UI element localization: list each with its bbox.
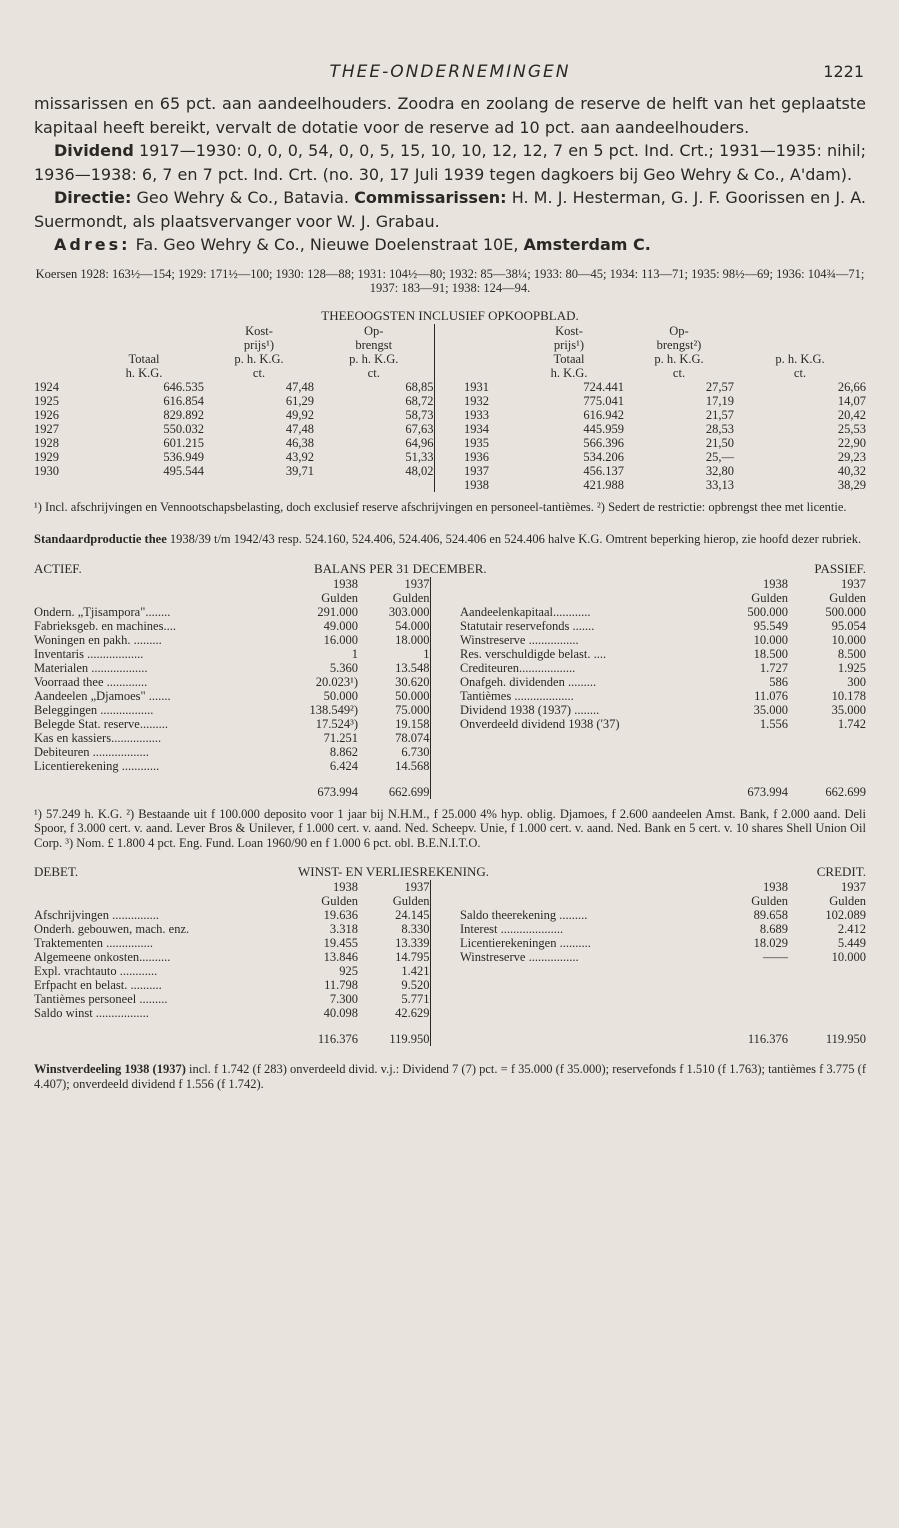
table-row [34,922,866,936]
value-1938: 18.500 [753,646,788,661]
oogst-year: 1928 [34,435,59,450]
oogst-totaal: 566.396 [583,435,624,450]
row-label: Res. verschuldigde belast. .... [460,646,607,661]
adres-text: Fa. Geo Wehry & Co., Nieuwe Doelenstraat 10E, [130,235,524,254]
row-label: Fabrieksgeb. en machines.... [34,618,176,633]
winst-y2-r: 1937 [841,880,866,894]
oogst-year: 1926 [34,407,59,422]
oogst-opbrengst: 25,53 [837,421,866,436]
value-1937: 6.730 [401,744,430,759]
balans-y2: 1937 [404,576,430,591]
oogst-year: 1930 [34,463,59,478]
winstverdeeling-paragraph [34,1062,866,1091]
table-row [34,478,866,492]
balans-heading [34,561,866,577]
value-1937: 10.000 [831,950,866,964]
oogst-kostprijs: 25,— [705,449,734,464]
value-1938: 40.098 [323,1006,358,1020]
dividend-label: Dividend [54,141,134,160]
winst-cur: Gulden [321,894,358,908]
row-label: Saldo theerekening ......... [460,908,588,922]
oogst-h-totaal: Totaal [128,351,160,366]
value-1937: 50.000 [395,688,430,703]
oogst-kostprijs: 27,57 [705,379,734,394]
oogst-kostprijs: 21,57 [705,407,734,422]
winst-right-head: CREDIT. [816,864,866,879]
oogst-totaal: 724.441 [583,379,624,394]
value-1937: 13.339 [395,936,430,950]
oogst-kostprijs: 61,29 [285,393,314,408]
winst-total-1938: 116.376 [317,1032,358,1046]
value-1938: 6.424 [329,758,358,773]
row-label: Belegde Stat. reserve......... [34,716,168,731]
standaard-label: Standaardproductie thee [34,532,167,546]
row-label: Traktementen ............... [34,936,153,950]
oogst-year: 1925 [34,393,59,408]
adres-paragraph [34,233,866,257]
value-1937: 18.000 [395,632,430,647]
winst-total-1937-r: 119.950 [825,1032,866,1046]
table-row [34,703,866,717]
oogst-h-phkg: p. h. K.G. [234,351,284,366]
oogst-h-ct-r: ct. [672,365,686,380]
value-1937: 1.421 [401,964,430,978]
row-label: Dividend 1938 (1937) ........ [460,702,600,717]
row-label: Onderh. gebouwen, mach. enz. [34,922,190,936]
value-1938: 20.023¹) [315,674,358,689]
oogst-h-prijs-r: prijs¹) [553,337,585,352]
value-1937: 13.548 [395,660,430,675]
oogst-year: 1932 [464,393,489,408]
dividend-paragraph [34,139,866,186]
row-label: Aandeelenkapitaal............ [460,604,591,619]
row-label: Expl. vrachtauto ............ [34,964,158,978]
oogst-opbrengst: 40,32 [837,463,866,478]
oogst-h-totaal-r: Totaal [553,351,585,366]
oogst-year: 1934 [464,421,489,436]
value-1937: 14.795 [395,950,430,964]
table-row [34,964,866,978]
winst-title: WINST- EN VERLIESREKENING. [298,864,490,879]
balans-footnote: ¹) 57.249 h. K.G. ²) Bestaande uit f 100.000 deposito voor 1 jaar bij N.H.M., f 25.000 4% hyp. oblig. Djamoes, f 2.600 aandeelen Amst. Bank, f 2.000 aand. Deli Spoor, f 3.000 cert. v. aand. Lever Bros & Unilever, f 1.000 cert. v. aand. Ned. Scheepv. Unie, f 1.000 cert. v. aand. Ned. Bank en 5 cert. v. 10 shares Shell Union Oil Corp. ³) Nom. £ 1.800 4 pct. Eng. Fund. Loan 1960/90 en f 1.000 6 pct. obl. B.E.N.I.T.O. [34,806,866,850]
winst-total-1937: 119.950 [389,1032,430,1046]
oogst-kostprijs: 21,50 [705,435,734,450]
oogst-opbrengst: 67,63 [405,421,434,436]
table-row [34,745,866,759]
table-row [34,380,866,394]
value-1937: 1.742 [837,716,866,731]
row-label: Afschrijvingen ............... [34,908,159,922]
value-1938: 586 [769,674,788,689]
page-title: THEE-ONDERNEMINGEN [329,62,571,82]
winst-cur2-r: Gulden [829,894,866,908]
value-1937: 24.145 [395,908,430,922]
table-row [34,731,866,745]
oogst-totaal: 601.215 [163,435,204,450]
value-1937: 102.089 [825,908,866,922]
balans-y1: 1938 [333,576,358,591]
value-1938: 1.727 [759,660,788,675]
row-label: Inventaris .................. [34,646,144,661]
koersen-text: Koersen 1928: 163½—154; 1929: 171½—100; 1930: 128—88; 1931: 104½—80; 1932: 85—38¼; 1933: 80—45; 1934: 113—71; 1935: 98½—69; 1936: 104¾—71; 1937: 183—91; 1938: 124—94. [35,266,865,295]
row-label: Erfpacht en belast. .......... [34,978,162,992]
oogst-h-brengst: brengst [355,337,393,352]
winst-y1-r: 1938 [763,880,788,894]
winst-total-1938-r: 116.376 [747,1032,788,1046]
oogst-opbrengst: 48,02 [405,463,434,478]
oogst-opbrengst: 58,73 [405,407,434,422]
value-1938: 35.000 [753,702,788,717]
table-row [34,717,866,731]
row-label: Voorraad thee ............. [34,674,148,689]
oogst-h-phkg-r: p. h. K.G. [654,351,704,366]
adres-city: Amsterdam C. [523,235,651,254]
balans-total-1937: 662.699 [388,784,430,799]
oogst-opbrengst: 22,90 [837,435,866,450]
oogst-totaal: 534.206 [583,449,624,464]
commissarissen-label: Commissarissen: [354,188,507,207]
value-1937: 35.000 [831,702,866,717]
value-1938: 13.846 [323,950,358,964]
oogst-opbrengst: 38,29 [837,477,866,492]
row-label: Licentierekeningen .......... [460,936,591,950]
oogst-h-prijs: prijs¹) [243,337,275,352]
directie-paragraph [34,186,866,233]
table-row [34,759,866,773]
value-1938: 17.524³) [315,716,358,731]
oogst-h-ct2-r: ct. [793,365,807,380]
oogst-year: 1937 [464,463,489,478]
value-1938: —— [763,950,788,964]
oogst-title: THEEOOGSTEN INCLUSIEF OPKOOPBLAD. [321,307,579,323]
value-1937: 30.620 [395,674,430,689]
value-1938: 19.636 [323,908,358,922]
value-1937: 42.629 [395,1006,430,1020]
oogst-totaal: 550.032 [163,421,204,436]
value-1938: 49.000 [323,618,358,633]
intro-paragraph: missarissen en 65 pct. aan aandeelhouders. Zoodra en zoolang de reserve de helft van het geplaatste kapitaal heeft bereikt, vervalt de dotatie voor de reserve ad 10 pct. aan aandeelhouders. [34,94,866,137]
value-1937: 300 [847,674,866,689]
value-1937: 9.520 [401,978,430,992]
balans-cur2: Gulden [392,590,430,605]
value-1938: 18.029 [753,936,788,950]
oogst-h-hkg-r: h. K.G. [550,365,588,380]
row-label: Algemeene onkosten.......... [34,950,171,964]
balans-y1-r: 1938 [763,576,788,591]
oogst-kostprijs: 47,48 [285,421,314,436]
row-label: Saldo winst ................. [34,1006,149,1020]
row-label: Kas en kassiers................ [34,730,162,745]
table-row [34,661,866,675]
row-label: Debiteuren .................. [34,744,149,759]
winst-cur2: Gulden [392,894,430,908]
oogst-year: 1938 [464,477,489,492]
table-row [34,408,866,422]
winst-left-head: DEBET. [34,864,79,879]
table-row [34,992,866,1006]
balans-table [34,577,866,799]
oogst-totaal: 616.942 [583,407,624,422]
value-1937: 5.449 [837,936,866,950]
oogst-year: 1927 [34,421,59,436]
oogst-opbrengst: 14,07 [837,393,866,408]
value-1937: 8.500 [837,646,866,661]
value-1938: 291.000 [317,604,358,619]
row-label: Aandeelen „Djamoes" ....... [34,688,171,703]
table-row [34,436,866,450]
row-label: Onafgeh. dividenden ......... [460,674,597,689]
value-1937: 75.000 [395,702,430,717]
table-row [34,464,866,478]
oogst-opbrengst: 68,85 [405,379,434,394]
oogst-kostprijs: 17,19 [705,393,734,408]
oogst-year: 1936 [464,449,489,464]
oogst-kostprijs: 32,80 [705,463,734,478]
oogst-totaal: 456.137 [583,463,624,478]
oogst-totaal: 775.041 [583,393,624,408]
value-1937: 95.054 [831,618,866,633]
value-1938: 8.862 [329,744,358,759]
oogst-totaal: 421.988 [583,477,624,492]
oogst-kostprijs: 39,71 [285,463,314,478]
row-label: Crediteuren.................. [460,660,576,675]
value-1938: 16.000 [323,632,358,647]
directie-label: Directie: [54,188,132,207]
table-row [34,1006,866,1020]
table-row [34,908,866,922]
value-1937: 8.330 [401,922,430,936]
row-label: Woningen en pakh. ......... [34,632,162,647]
table-row [34,950,866,964]
oogst-table [34,324,866,492]
value-1937: 10.178 [831,688,866,703]
page-number: 1221 [823,62,864,81]
oogst-totaal: 536.949 [163,449,204,464]
oogst-year: 1935 [464,435,489,450]
oogst-h-hkg: h. K.G. [125,365,163,380]
row-label: Winstreserve ................ [460,950,579,964]
value-1938: 1.556 [759,716,788,731]
balans-total-1938-r: 673.994 [747,784,788,799]
balans-y2-r: 1937 [841,576,866,591]
oogst-opbrengst: 64,96 [405,435,434,450]
winst-heading [34,864,866,880]
oogst-h-op: Op- [364,323,384,338]
oogst-h-kost-r: Kost- [555,323,583,338]
table-row [34,675,866,689]
value-1938: 50.000 [323,688,358,703]
value-1937: 1.925 [837,660,866,675]
oogst-year: 1931 [464,379,489,394]
oogst-year: 1933 [464,407,489,422]
balans-title: BALANS PER 31 DECEMBER. [314,560,487,576]
oogst-footnote: ¹) Incl. afschrijvingen en Vennootschapsbelasting, doch exclusief reserve afschrijvingen en personeel-tantièmes. ²) Sedert de restrictie: opbrengst thee met licentie. [34,499,847,514]
balans-total-1937-r: 662.699 [825,784,866,799]
oogst-year: 1924 [34,379,59,394]
winst-y2: 1937 [404,880,430,894]
table-row [34,689,866,703]
oogst-opbrengst: 51,33 [405,449,434,464]
row-label: Winstreserve ................ [460,632,579,647]
winst-table [34,880,866,1046]
row-label: Materialen .................. [34,660,148,675]
oogst-year: 1929 [34,449,59,464]
winst-y1: 1938 [333,880,358,894]
oogst-totaal: 616.854 [163,393,204,408]
winst-cur-r: Gulden [751,894,788,908]
oogst-kostprijs: 47,48 [285,379,314,394]
oogst-totaal: 829.892 [163,407,204,422]
table-row [34,936,866,950]
dividend-text: 1917—1930: 0, 0, 0, 54, 0, 0, 5, 15, 10, 10, 12, 12, 7 en 5 pct. Ind. Crt.; 1931—1935: nihil; 1936—1938: 6, 7 en 7 pct. Ind. Crt. (no. 30, 17 Juli 1939 tegen dagkoers bij Geo Wehry & Co., A'dam). [34,141,866,184]
value-1937: 10.000 [831,632,866,647]
value-1937: 54.000 [395,618,430,633]
oogst-h-ct: ct. [252,365,266,380]
table-row [34,394,866,408]
page-header [34,58,866,92]
value-1938: 11.798 [324,978,358,992]
value-1938: 1 [351,646,358,661]
value-1937: 19.158 [395,716,430,731]
value-1938: 138.549²) [309,702,358,717]
oogst-h-kost: Kost- [245,323,273,338]
row-label: Tantièmes ................... [460,688,574,703]
page [34,58,866,1091]
oogst-totaal: 495.544 [163,463,204,478]
oogst-h-phkg2-r: p. h. K.G. [775,351,825,366]
oogst-kostprijs: 28,53 [705,421,734,436]
value-1938: 95.549 [753,618,788,633]
balans-right-head: PASSIEF. [814,560,866,576]
table-row [34,978,866,992]
value-1938: 7.300 [329,992,358,1006]
value-1937: 14.568 [395,758,430,773]
oogst-kostprijs: 43,92 [285,449,314,464]
value-1937: 1 [423,646,430,661]
value-1938: 5.360 [329,660,358,675]
value-1938: 8.689 [759,922,788,936]
oogst-totaal: 646.535 [163,379,204,394]
value-1938: 925 [339,964,358,978]
table-row [34,422,866,436]
table-row [34,605,866,619]
row-label: Beleggingen ................. [34,702,154,717]
value-1938: 89.658 [753,908,788,922]
oogst-opbrengst: 20,42 [837,407,866,422]
winstverdeeling-label: Winstverdeeling 1938 (1937) [34,1062,186,1076]
table-row [34,647,866,661]
value-1938: 71.251 [323,730,358,745]
standaard-paragraph [34,532,866,547]
balans-total-1938: 673.994 [317,784,358,799]
balans-cur2-r: Gulden [829,590,866,605]
table-row [34,619,866,633]
commissarissen-text: H. M. J. Hesterman, G. J. F. Goorissen en J. A. Suermondt, als plaatsvervanger voor W. J. Grabau. [34,188,867,231]
balans-cur-r: Gulden [751,590,788,605]
adres-label: Adres: [54,235,131,254]
row-label: Ondern. „Tjisampora"........ [34,604,171,619]
value-1938: 500.000 [747,604,788,619]
oogst-opbrengst: 68,72 [405,393,434,408]
directie-text: Geo Wehry & Co., Batavia. [131,188,355,207]
oogst-h-brengst-r: brengst²) [656,337,702,352]
oogst-kostprijs: 33,13 [705,477,734,492]
value-1937: 5.771 [401,992,430,1006]
balans-cur: Gulden [321,590,358,605]
value-1937: 2.412 [837,922,866,936]
oogst-h-phkg2: p. h. K.G. [349,351,399,366]
value-1938: 10.000 [753,632,788,647]
oogst-totaal: 445.959 [583,421,624,436]
balans-left-head: ACTIEF. [34,560,82,576]
row-label: Onverdeeld dividend 1938 ('37) [460,716,620,731]
oogst-opbrengst: 26,66 [837,379,866,394]
oogst-kostprijs: 46,38 [285,435,314,450]
row-label: Tantièmes personeel ......... [34,992,168,1006]
row-label: Interest .................... [460,922,564,936]
value-1938: 19.455 [323,936,358,950]
value-1937: 78.074 [395,730,430,745]
intro-text [34,92,866,257]
oogst-opbrengst: 29,23 [837,449,866,464]
standaard-text: 1938/39 t/m 1942/43 resp. 524.160, 524.406, 524.406, 524.406 en 524.406 halve K.G. Omtrent beperking hierop, zie hoofd dezer rubriek. [166,532,862,546]
value-1937: 500.000 [825,604,866,619]
value-1938: 3.318 [329,922,358,936]
oogst-kostprijs: 49,92 [285,407,314,422]
oogst-h-op-r: Op- [669,323,689,338]
value-1938: 11.076 [754,688,788,703]
winstverdeeling-text: incl. f 1.742 (f 283) onverdeeld divid. v.j.: Dividend 7 (7) pct. = f 35.000 (f 35.000); reservefonds f 1.510 (f 1.763); tantièmes f 3.775 (f 4.407); onverdeeld dividend f 1.556 (f 1.742). [34,1062,867,1091]
value-1937: 303.000 [388,604,430,619]
row-label: Licentierekening ............ [34,758,160,773]
oogst-h-ct2: ct. [367,365,380,380]
table-row [34,450,866,464]
table-row [34,633,866,647]
row-label: Statutair reservefonds ....... [460,618,595,633]
